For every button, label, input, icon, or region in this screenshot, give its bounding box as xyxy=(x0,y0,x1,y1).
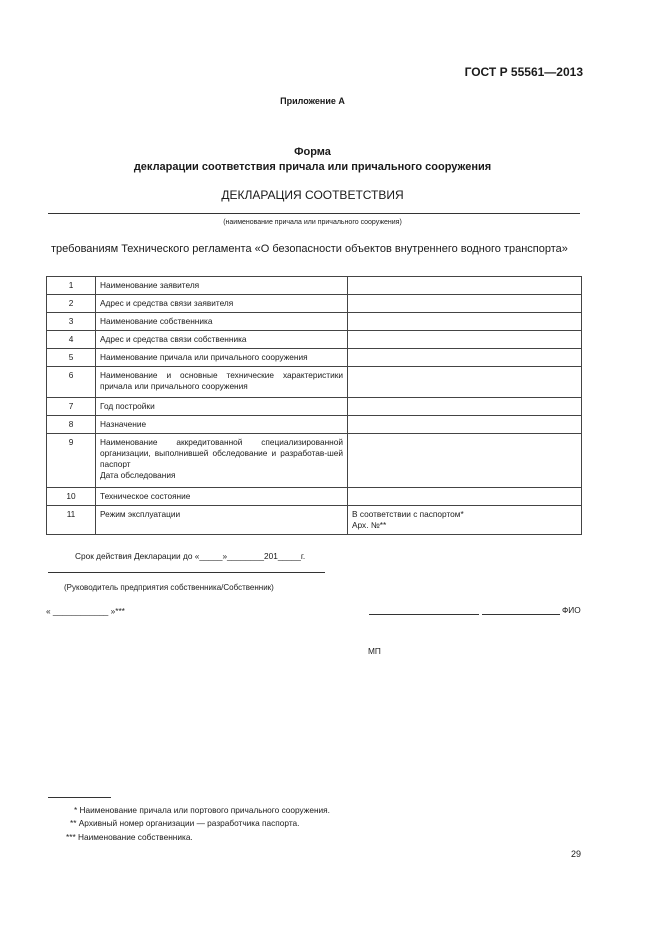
row-number: 8 xyxy=(47,416,96,434)
head-caption: (Руководитель предприятия собственника/Собственник) xyxy=(64,583,274,592)
row-number: 4 xyxy=(47,331,96,349)
row-number: 6 xyxy=(47,367,96,398)
declaration-table xyxy=(46,276,582,535)
date-field: « ____________ »*** xyxy=(46,606,125,616)
table-row xyxy=(47,434,582,488)
row-label: Адрес и средства связи собственника xyxy=(96,331,348,349)
row-label: Адрес и средства связи заявителя xyxy=(96,295,348,313)
page-number: 29 xyxy=(571,849,582,859)
row-number: 11 xyxy=(47,506,96,535)
row-label: Наименование причала или причального сооружения xyxy=(96,349,348,367)
row-label: Год постройки xyxy=(96,398,348,416)
row-number: 10 xyxy=(47,488,96,506)
signature-line-right xyxy=(482,614,560,615)
signature-line-left xyxy=(369,614,479,615)
table-row xyxy=(47,506,582,535)
row-number: 5 xyxy=(47,349,96,367)
table-row xyxy=(47,416,582,434)
table-row xyxy=(47,367,582,398)
object-name-caption: (наименование причала или причального сооружения) xyxy=(223,219,402,226)
row-value-text: В соответствии с паспортом* xyxy=(352,509,464,519)
row-number: 1 xyxy=(47,277,96,295)
row-value[interactable] xyxy=(348,349,582,367)
row-value-extra: Арх. №** xyxy=(352,520,387,530)
footnote-separator xyxy=(48,797,111,798)
form-subtitle: декларации соответствия причала или причального сооружения xyxy=(133,161,492,173)
row-value[interactable] xyxy=(348,488,582,506)
row-value[interactable] xyxy=(348,506,582,535)
footnote: *** Наименование собственника. xyxy=(66,832,193,842)
row-value[interactable] xyxy=(348,416,582,434)
row-label: Наименование собственника xyxy=(96,313,348,331)
stamp-label: МП xyxy=(368,646,381,656)
row-number: 7 xyxy=(47,398,96,416)
row-number: 3 xyxy=(47,313,96,331)
footnote: ** Архивный номер организации — разработчика паспорта. xyxy=(70,818,300,828)
row-label xyxy=(96,434,348,488)
row-label: Наименование и основные технические характеристики причала или причального сооружения xyxy=(96,367,348,398)
table-row xyxy=(47,313,582,331)
declaration-heading: ДЕКЛАРАЦИЯ СООТВЕТСТВИЯ xyxy=(221,188,404,202)
row-value[interactable] xyxy=(348,277,582,295)
row-number: 9 xyxy=(47,434,96,488)
row-value[interactable] xyxy=(348,313,582,331)
validity-line: Срок действия Декларации до «_____»________201_____г. xyxy=(75,551,306,561)
row-value[interactable] xyxy=(348,434,582,488)
table-row xyxy=(47,295,582,313)
appendix-label: Приложение А xyxy=(280,96,345,106)
row-value[interactable] xyxy=(348,398,582,416)
row-label: Техническое состояние xyxy=(96,488,348,506)
table-row xyxy=(47,488,582,506)
signature-line xyxy=(48,572,325,573)
row-label: Назначение xyxy=(96,416,348,434)
requirements-text: требованиям Технического регламента «О безопасности объектов внутреннего водного транспорта» xyxy=(51,243,568,255)
standard-code: ГОСТ Р 55561—2013 xyxy=(464,65,583,79)
row-label-text: Наименование аккредитованной специализированной организации, выполнившей обследование и разработав-шей паспорт xyxy=(100,437,343,469)
row-label-extra: Дата обследования xyxy=(100,470,176,480)
row-value[interactable] xyxy=(348,367,582,398)
fio-label: ФИО xyxy=(562,605,581,615)
object-name-line xyxy=(48,213,580,214)
row-value[interactable] xyxy=(348,295,582,313)
row-label: Наименование заявителя xyxy=(96,277,348,295)
table-row xyxy=(47,398,582,416)
row-value[interactable] xyxy=(348,331,582,349)
row-label: Режим эксплуатации xyxy=(96,506,348,535)
table-row xyxy=(47,331,582,349)
table-row xyxy=(47,349,582,367)
footnote: * Наименование причала или портового причального сооружения. xyxy=(74,805,330,815)
table-row xyxy=(47,277,582,295)
form-title: Форма xyxy=(294,146,331,158)
row-number: 2 xyxy=(47,295,96,313)
